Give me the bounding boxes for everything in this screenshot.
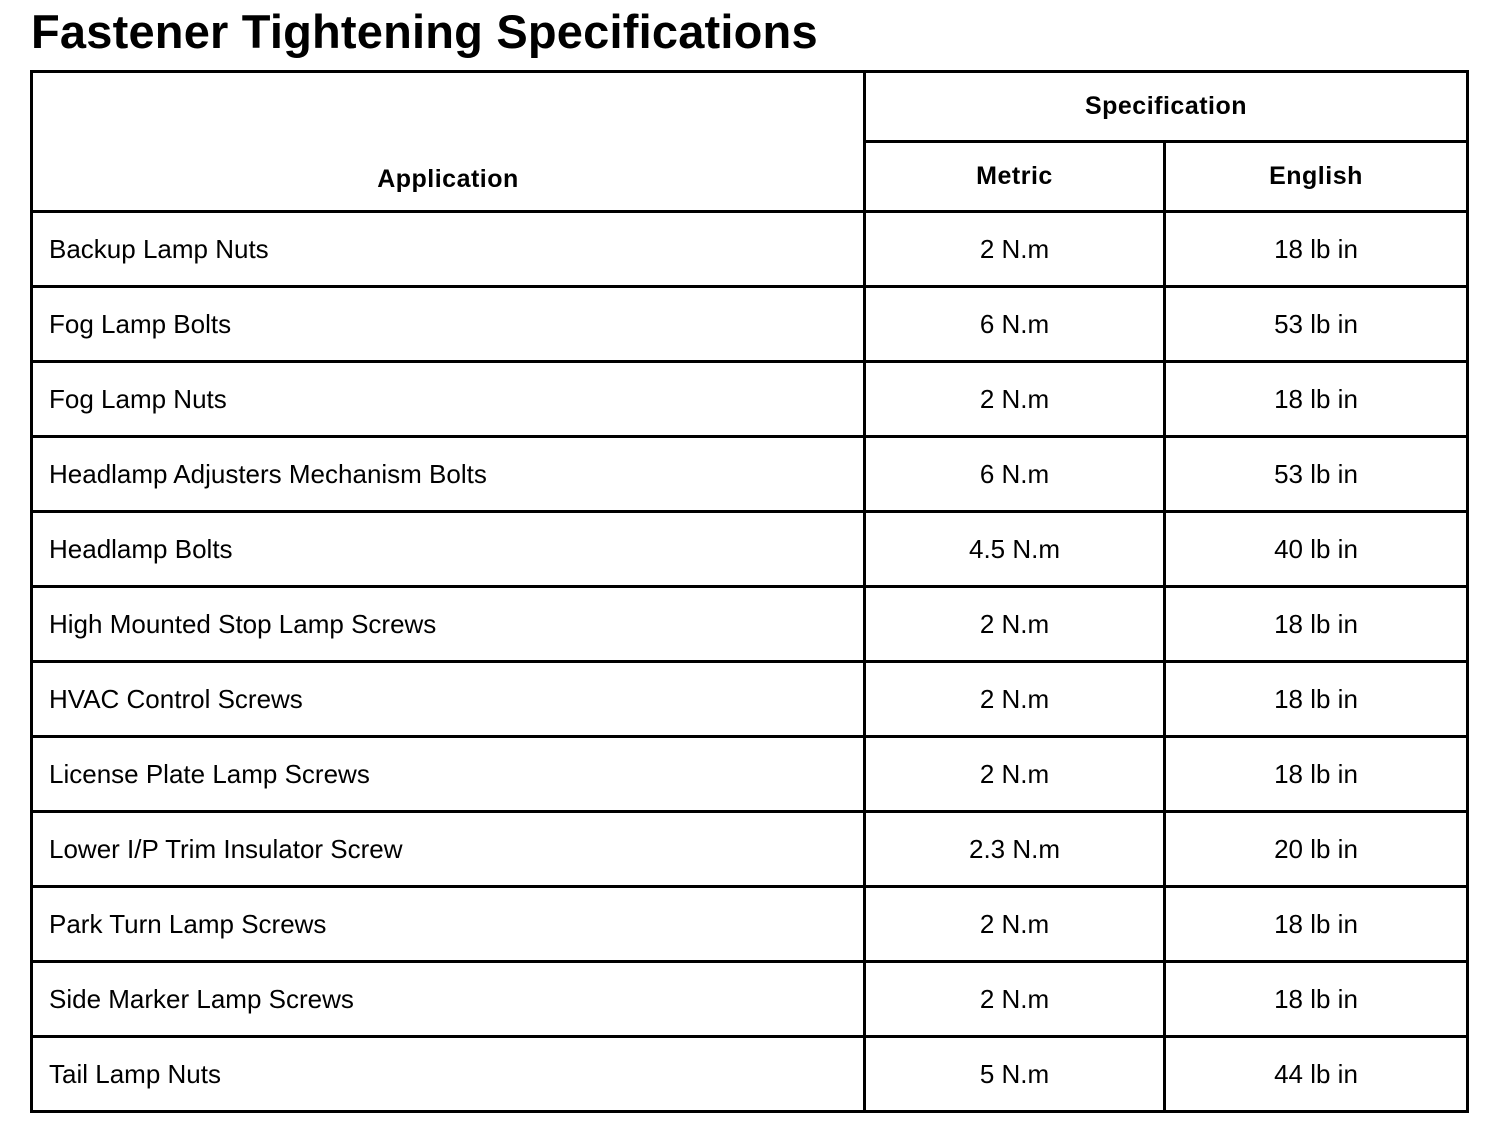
application-cell: Side Marker Lamp Screws: [32, 962, 865, 1037]
table-row: [32, 437, 1468, 512]
table-row: [32, 212, 1468, 287]
table-row: [32, 662, 1468, 737]
english-value-cell: 18 lb in: [1165, 662, 1468, 737]
column-header-application: Application: [32, 72, 865, 212]
column-header-metric: Metric: [865, 142, 1165, 212]
english-value-cell: 18 lb in: [1165, 737, 1468, 812]
table-row: [32, 287, 1468, 362]
table-row: [32, 512, 1468, 587]
english-value-cell: 40 lb in: [1165, 512, 1468, 587]
column-group-header-specification: Specification: [865, 72, 1468, 142]
header-row-group: [32, 72, 1468, 142]
metric-value-cell: 6 N.m: [865, 437, 1165, 512]
table-row: [32, 587, 1468, 662]
fastener-spec-table: [30, 70, 1469, 1113]
english-value-cell: 18 lb in: [1165, 587, 1468, 662]
table-header: [32, 72, 1468, 212]
table-row: [32, 887, 1468, 962]
application-cell: Headlamp Bolts: [32, 512, 865, 587]
table-row: [32, 1037, 1468, 1112]
application-cell: HVAC Control Screws: [32, 662, 865, 737]
metric-value-cell: 2 N.m: [865, 212, 1165, 287]
metric-value-cell: 4.5 N.m: [865, 512, 1165, 587]
application-cell: License Plate Lamp Screws: [32, 737, 865, 812]
application-cell: Tail Lamp Nuts: [32, 1037, 865, 1112]
english-value-cell: 18 lb in: [1165, 962, 1468, 1037]
table-row: [32, 962, 1468, 1037]
english-value-cell: 44 lb in: [1165, 1037, 1468, 1112]
english-value-cell: 53 lb in: [1165, 287, 1468, 362]
metric-value-cell: 2 N.m: [865, 962, 1165, 1037]
table-row: [32, 737, 1468, 812]
application-cell: Fog Lamp Nuts: [32, 362, 865, 437]
metric-value-cell: 2 N.m: [865, 362, 1165, 437]
english-value-cell: 18 lb in: [1165, 362, 1468, 437]
application-cell: Headlamp Adjusters Mechanism Bolts: [32, 437, 865, 512]
english-value-cell: 18 lb in: [1165, 212, 1468, 287]
table-row: [32, 812, 1468, 887]
metric-value-cell: 2 N.m: [865, 737, 1165, 812]
metric-value-cell: 2.3 N.m: [865, 812, 1165, 887]
application-cell: Lower I/P Trim Insulator Screw: [32, 812, 865, 887]
application-cell: High Mounted Stop Lamp Screws: [32, 587, 865, 662]
english-value-cell: 20 lb in: [1165, 812, 1468, 887]
metric-value-cell: 5 N.m: [865, 1037, 1165, 1112]
table-row: [32, 362, 1468, 437]
application-cell: Backup Lamp Nuts: [32, 212, 865, 287]
english-value-cell: 53 lb in: [1165, 437, 1468, 512]
metric-value-cell: 2 N.m: [865, 587, 1165, 662]
application-cell: Fog Lamp Bolts: [32, 287, 865, 362]
page-title: Fastener Tightening Specifications: [31, 5, 818, 58]
metric-value-cell: 6 N.m: [865, 287, 1165, 362]
table-body: [32, 212, 1468, 1112]
metric-value-cell: 2 N.m: [865, 887, 1165, 962]
column-header-english: English: [1165, 142, 1468, 212]
english-value-cell: 18 lb in: [1165, 887, 1468, 962]
application-cell: Park Turn Lamp Screws: [32, 887, 865, 962]
metric-value-cell: 2 N.m: [865, 662, 1165, 737]
